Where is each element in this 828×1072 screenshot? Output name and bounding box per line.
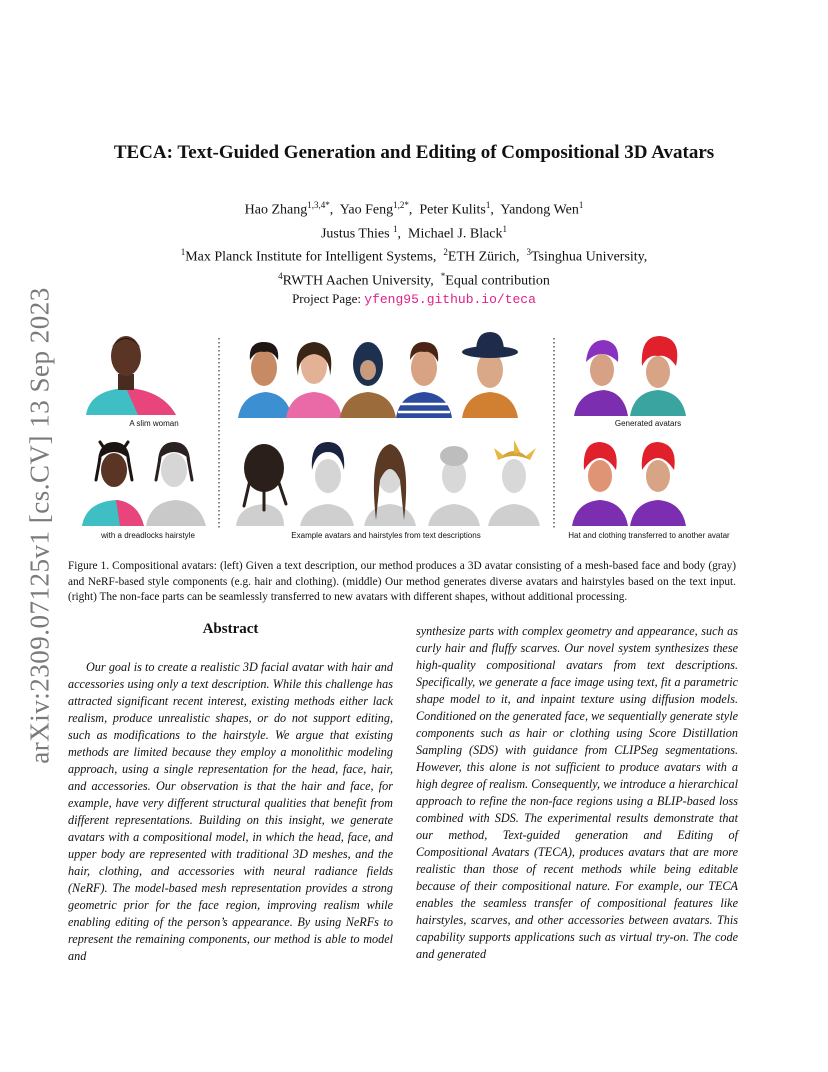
example-avatars-row	[238, 332, 518, 418]
author-sup: 1	[502, 223, 508, 234]
figure-caption: Figure 1. Compositional avatars: (left) Given a text description, our method produces a 3D avatar consisting of a mesh-based face and body (gray) and NeRF-based style components (e.g. hair and clothing). (middle) Our method generates diverse avatars and hairstyles based on the text input. (right) The non-face parts can be seamlessly transferred to new avatars with different shapes, without additional processing.	[68, 560, 736, 603]
affiliation: RWTH Aachen University	[282, 273, 431, 289]
arxiv-identifier	[20, 285, 60, 765]
affiliation: Max Planck Institute for Intelligent Systems	[185, 249, 433, 265]
affiliation: Equal contribution	[445, 273, 550, 289]
affiliation-line-1: $^1$Max Planck Institute for Intelligent Systems, $^2$ETH Zürich, $^3$Tsinghua University,	[180, 247, 648, 265]
example-hairstyles-row	[236, 440, 540, 526]
project-page	[0, 291, 828, 307]
abstract-right-column: synthesize parts with complex geometry and appearance, such as curly hair and fluffy scarves. Our novel system synthesizes these high-quality compositional avatars from text descriptions. Specifically, we generate a face image using text, fit a parametric shape model to it, and inpaint texture using diffusion models. Conditioned on the generated face, we sequentially generate style components such as hair or clothing using Score Distillation Sampling (SDS) with guidance from CLIPSeg segmentations. However, this alone is not sufficient to produce avatars with a high degree of realism. Consequently, we introduce a hierarchical approach to refine the non-face regions using a BLIP-based loss combined with SDS. The experimental results demonstrate that our method, Text-guided generation and Editing of Compositional Avatars (TECA), produces avatars that are more realistic than those of recent methods while being editable because of their compositional nature. For example, our TECA enables the seamless transfer of compositional features like hairstyles, scarves, and other accessories between avatars. This capability supports applications such as virtual try-on. The code and generated	[416, 624, 738, 961]
figure-1	[78, 330, 746, 545]
abstract-heading: Abstract	[202, 621, 259, 637]
author-sup: 1	[485, 200, 491, 210]
affil-sup: 4	[278, 270, 283, 281]
abstract-left-column: Our goal is to create a realistic 3D facial avatar with hair and accessories using only a text description. While this challenge has attracted significant recent interest, existing methods either lack realism, produce unrealistic shapes, or do not support editing, such as modifications to the hairstyle. We argue that existing methods are limited because they employ a monolithic modeling approach, using a single representation for the head, face, hair, and accessories. Our observation is that the hair and face, for example, have very different structural qualities that benefit from different representations. Building on this insight, we generate avatars with a compositional model, in which the head, face, and upper body are represented with traditional 3D meshes, and the hair, clothing, and accessories with neural radiance fields (NeRF). The model-based mesh representation provides a strong geometric prior for the face region, improving realism while enabling editing of the person’s appearance. By using NeRFs to represent the remaining components, our method is able to model and	[68, 660, 393, 963]
affil-sup: 3	[526, 247, 531, 258]
author-name: Hao Zhang	[244, 202, 308, 218]
transferred-avatars	[572, 442, 686, 526]
author-name: Peter Kulits	[419, 202, 486, 218]
author-sup: 1,3,4*	[307, 200, 330, 210]
author-line-1: Hao Zhang$^{1,3,4*}$, Yao Feng$^{1,2*}$, Peter Kulits$^1$, Yandong Wen$^1$	[244, 200, 584, 218]
affil-sup: 1	[180, 247, 186, 258]
caption-generated: Generated avatars	[614, 419, 682, 428]
author-name: Yandong Wen	[500, 202, 579, 218]
caption-slim-woman: A slim woman	[129, 419, 179, 428]
author-sup: 1	[393, 223, 398, 234]
author-block	[0, 196, 828, 291]
project-link[interactable]: yfeng95.github.io/teca	[364, 292, 536, 307]
affil-sup: *	[440, 270, 446, 281]
author-name: Michael J. Black	[408, 226, 503, 242]
dreadlocks-avatar	[82, 442, 206, 526]
project-label: Project Page:	[292, 291, 365, 306]
affiliation-line-2: $^4$RWTH Aachen University, *Equal contribution	[278, 270, 550, 289]
author-sup: 1	[578, 200, 584, 210]
arxiv-id-text: arXiv:2309.07125v1 [cs.CV] 13 Sep 2023	[24, 286, 55, 764]
caption-transferred: Hat and clothing transferred to another avatar	[568, 531, 730, 540]
author-name: Justus Thies	[320, 226, 394, 242]
affiliation: Tsinghua University,	[530, 249, 648, 265]
author-sup: 1,2*	[393, 200, 409, 210]
author-line-2: Justus Thies $^1$, Michael J. Black$^1$	[320, 223, 508, 242]
paper-title: TECA: Text-Guided Generation and Editing of Compositional 3D Avatars	[113, 142, 715, 163]
figure-illustration	[78, 330, 746, 545]
generated-avatars	[574, 336, 686, 416]
slim-woman-avatar	[86, 336, 176, 415]
caption-dreadlocks: with a dreadlocks hairstyle	[101, 531, 195, 540]
affil-sup: 2	[443, 247, 448, 258]
affiliation: ETH Zürich	[447, 249, 516, 265]
caption-examples: Example avatars and hairstyles from text descriptions	[291, 531, 481, 540]
author-name: Yao Feng	[339, 202, 394, 218]
